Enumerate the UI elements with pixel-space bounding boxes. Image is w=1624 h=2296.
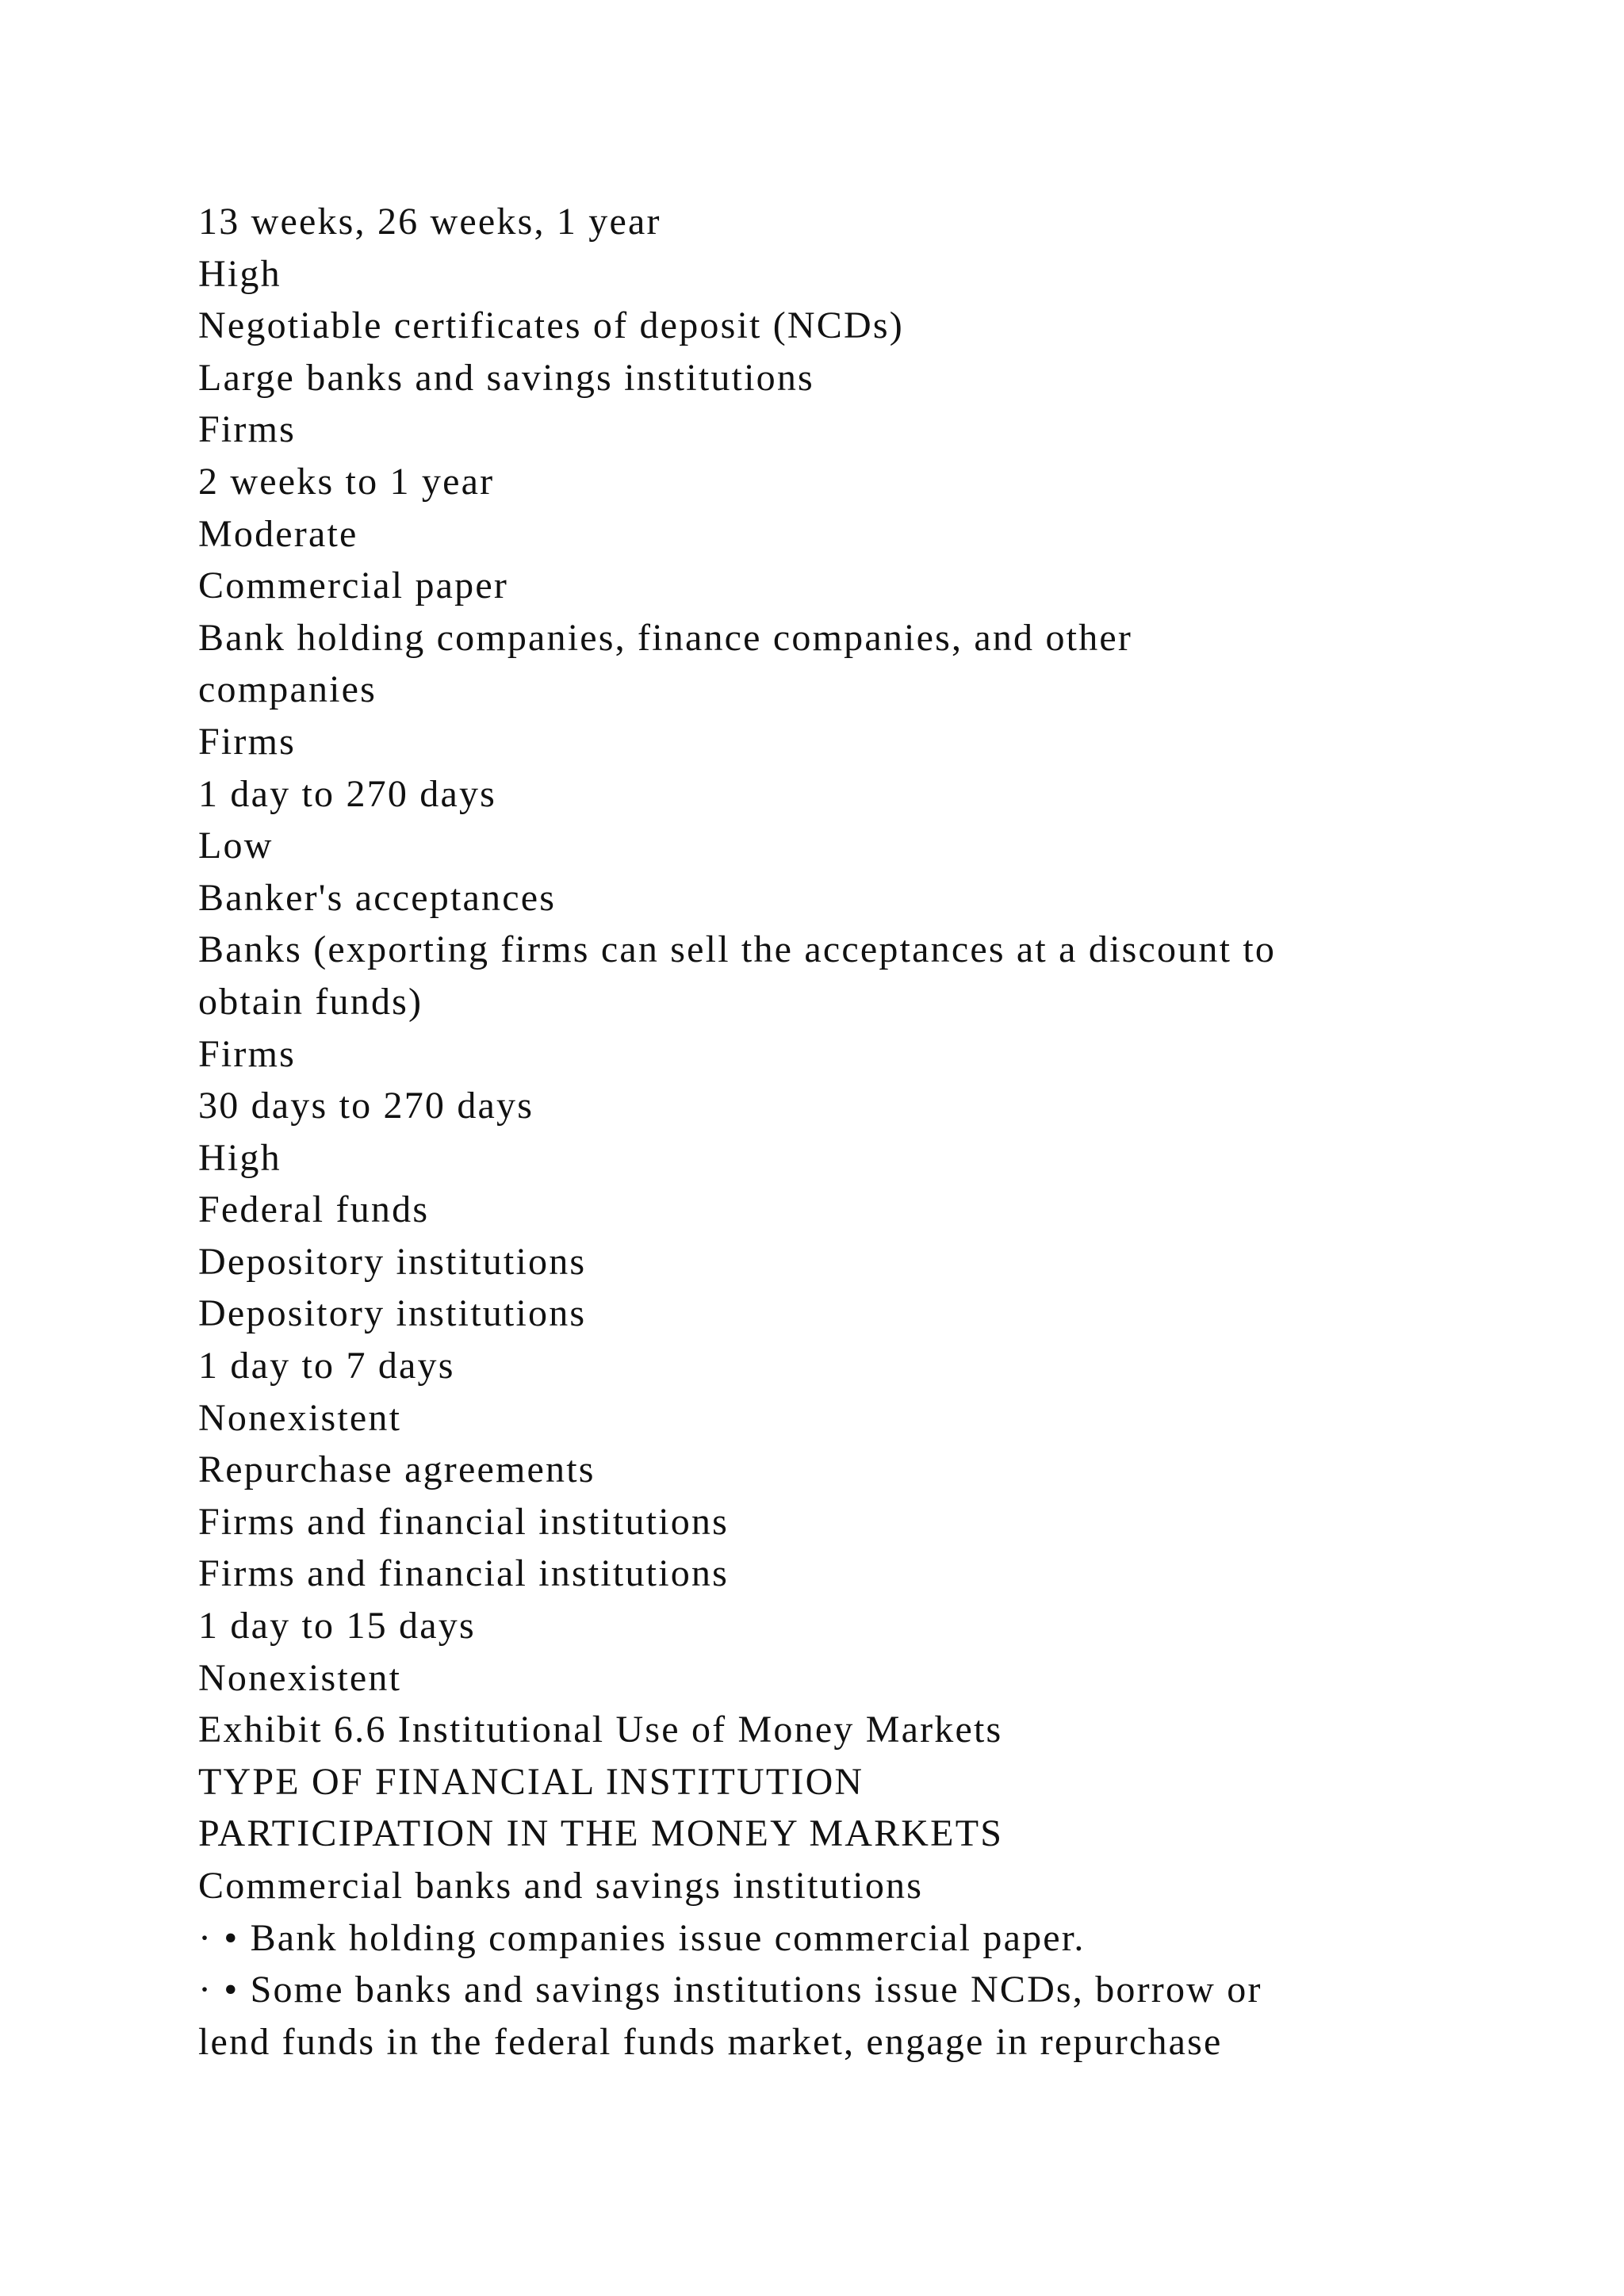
- exhibit-title: Exhibit 6.6 Institutional Use of Money Markets: [198, 1709, 1003, 1751]
- text-line: Moderate: [198, 512, 358, 555]
- text-line: 1 day to 15 days: [198, 1605, 476, 1647]
- text-line: Firms: [198, 1032, 297, 1075]
- text-line: Commercial paper: [198, 564, 509, 607]
- text-line: Firms and financial institutions: [198, 1552, 730, 1595]
- document-text: [198, 196, 1483, 2068]
- bullet-item: · • Bank holding companies issue commercial paper.: [198, 1916, 1086, 1959]
- text-line: Negotiable certificates of deposit (NCDs): [198, 304, 904, 347]
- text-line: High: [198, 252, 282, 295]
- text-line: Nonexistent: [198, 1396, 402, 1439]
- column-header: TYPE OF FINANCIAL INSTITUTION: [198, 1760, 864, 1803]
- text-line: High: [198, 1136, 282, 1179]
- text-line: 1 day to 270 days: [198, 772, 497, 815]
- text-line: 1 day to 7 days: [198, 1345, 455, 1387]
- text-line: Bank holding companies, finance companies, and other: [198, 616, 1133, 659]
- text-line: lend funds in the federal funds market, engage in repurchase: [198, 2020, 1223, 2063]
- text-line: 30 days to 270 days: [198, 1085, 534, 1127]
- bullet-item: · • Some banks and savings institutions issue NCDs, borrow or: [198, 1969, 1262, 2011]
- text-line: Depository institutions: [198, 1292, 587, 1335]
- text-line: Depository institutions: [198, 1240, 587, 1283]
- text-line: 13 weeks, 26 weeks, 1 year: [198, 201, 661, 243]
- text-line: Large banks and savings institutions: [198, 356, 814, 399]
- text-line: companies: [198, 668, 377, 711]
- text-line: Commercial banks and savings institutions: [198, 1865, 924, 1907]
- text-line: Nonexistent: [198, 1656, 402, 1699]
- text-line: Federal funds: [198, 1188, 430, 1231]
- text-line: Low: [198, 825, 274, 867]
- text-line: Firms and financial institutions: [198, 1500, 730, 1543]
- text-line: Repurchase agreements: [198, 1448, 596, 1491]
- text-line: Firms: [198, 408, 297, 451]
- column-header: PARTICIPATION IN THE MONEY MARKETS: [198, 1812, 1004, 1855]
- text-line: 2 weeks to 1 year: [198, 460, 495, 503]
- text-line: Banks (exporting firms can sell the acceptances at a discount to: [198, 928, 1277, 971]
- text-line: Firms: [198, 720, 297, 763]
- text-line: obtain funds): [198, 980, 423, 1023]
- text-line: Banker's acceptances: [198, 876, 557, 919]
